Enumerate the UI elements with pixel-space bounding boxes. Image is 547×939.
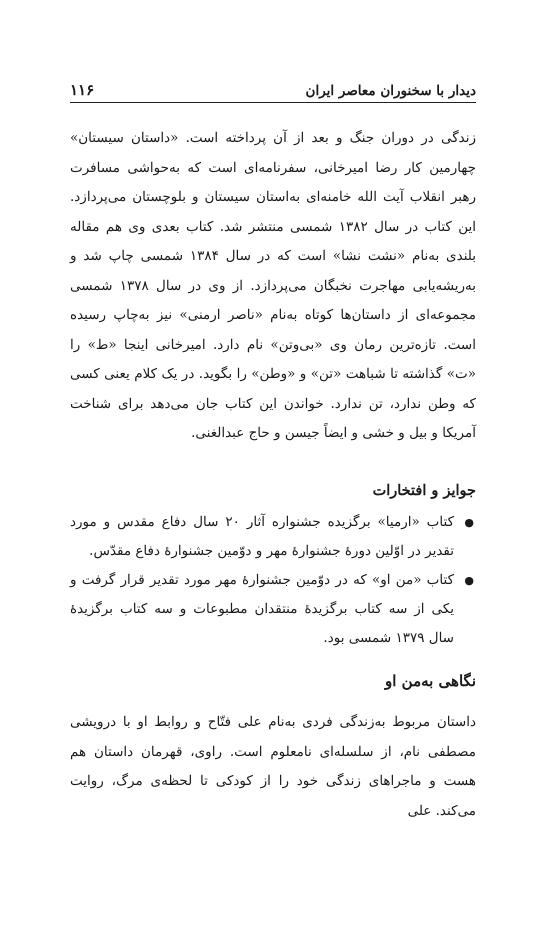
page-number: ۱۱۶	[70, 81, 95, 99]
award-text: کتاب «ارمیا» برگزیده جشنواره آثار ۲۰ سال دفاع مقدس و مورد تقدیر در اوّلین دورهٔ جشنوارهٔ مهر و دوّمین جشنوارهٔ دفاع مقدّس.	[70, 514, 454, 559]
awards-heading: جوایز و افتخارات	[372, 482, 476, 499]
awards-list	[70, 508, 476, 653]
bullet-icon: ●	[464, 516, 474, 529]
section-heading: نگاهی به‌من او	[385, 672, 476, 690]
running-title: دیدار با سخنوران معاصر ایران	[305, 83, 476, 99]
intro-paragraph: زندگی در دوران جنگ و بعد از آن پرداخته است. «داستان سیستان» چهارمین کار رضا امیرخانی، سفرنامه‌ای است که به‌حواشی مسافرت رهبر انقلاب آیت الله خامنه‌ای به‌استان سیستان و بلوچستان می‌پردازد. این کتاب در سال ۱۳۸۲ شمسی منتشر شد. کتاب بعدی وی هم مقاله بلندی به‌نام «نشت نشا» است که در سال ۱۳۸۴ شمسی چاپ شد و به‌ریشه‌یابی مهاجرت نخبگان می‌پردازد. از وی در سال ۱۳۷۸ شمسی مجموعه‌ای از داستان‌ها کوتاه به‌نام «ناصر ارمنی» نیز به‌چاپ رسیده است. تازه‌ترین رمان وی «بی‌وتن» نام دارد. امیرخانی اینجا «ط» را «ت» گذاشته تا شباهت «تن» و «وطن» را بگوید. در یک کلام یعنی کسی که وطن ندارد، تن ندارد. خواندن این کتاب جان می‌دهد برای شناخت آمریکا و بیل و خشی و ایضاً جیسن و حاج عبدالغنی.	[70, 130, 477, 441]
award-item	[70, 508, 476, 566]
running-header	[70, 78, 476, 103]
section-paragraph: داستان مربوط به‌زندگی فردی به‌نام علی فتّاح و روابط او با درویشی مصطفی نام، از سلسله‌ای نامعلوم است. راوی، قهرمان داستان هم هست و ماجراهای زندگی خود را از کودکی تا لحظه‌ی مرگ، روایت می‌کند. علی	[70, 714, 476, 819]
award-item	[70, 566, 476, 653]
bullet-icon: ●	[464, 574, 474, 587]
award-text: کتاب «من او» که در دوّمین جشنوارهٔ مهر مورد تقدیر قرار گرفت و یکی از سه کتاب برگزیدهٔ منتقدان مطبوعات و سه کتاب برگزیدهٔ سال ۱۳۷۹ شمسی بود.	[70, 572, 454, 646]
